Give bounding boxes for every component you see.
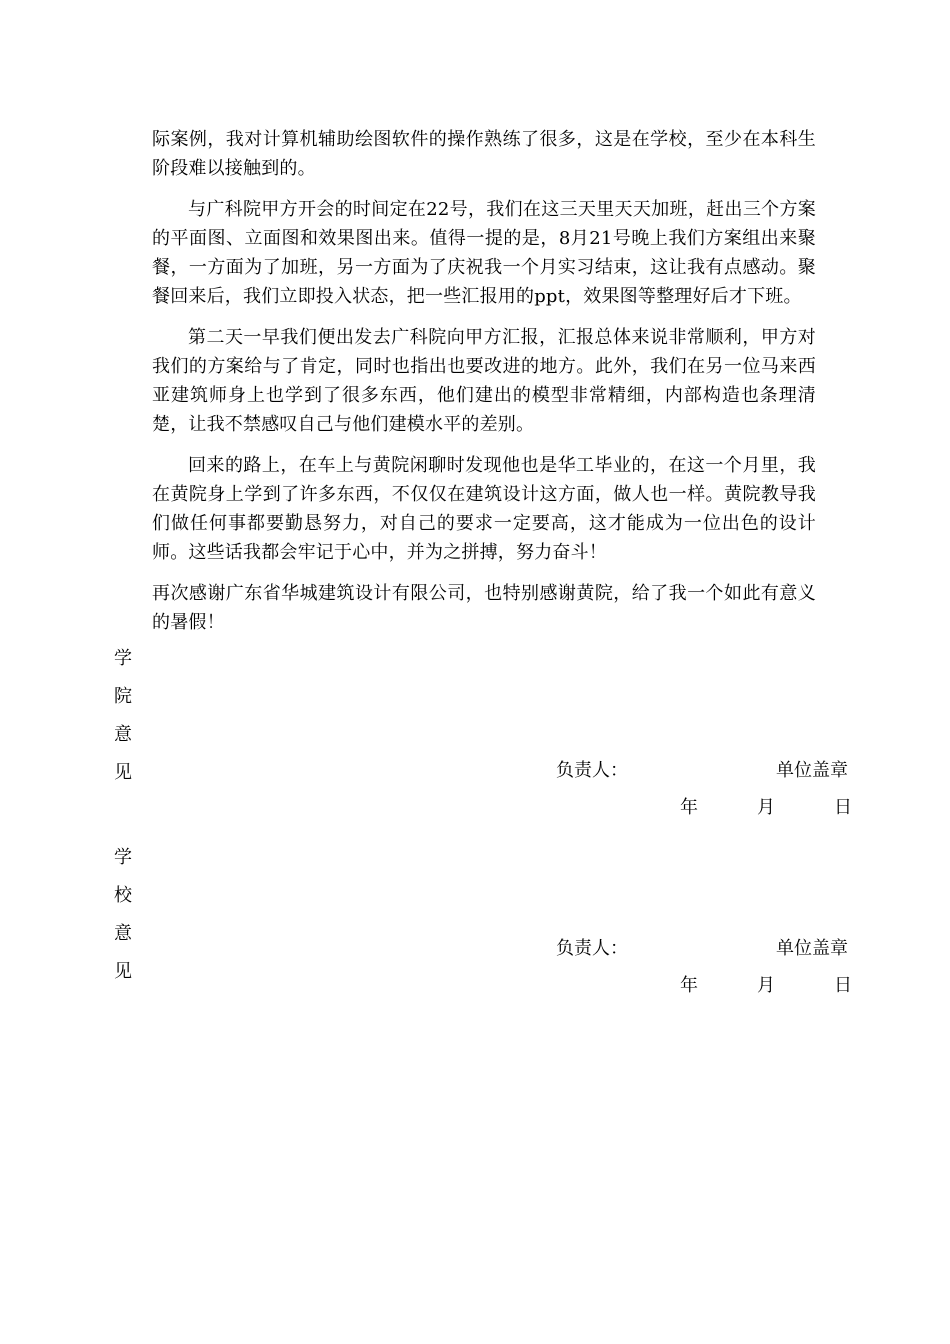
paragraph-2: 与广科院甲方开会的时间定在22号，我们在这三天里天天加班，赶出三个方案的平面图、立面图和效果图出来。值得一提的是，8月21号晚上我们方案组出来聚餐，一方面为了加班，另一方面为了庆祝我一个月实习结束，这让我有点感动。聚餐回来后，我们立即投入状态，把一些汇报用的ppt，效果图等整理好后才下班。 — [152, 199, 816, 307]
college-opinion-label — [112, 640, 134, 792]
college-day-label: 日 — [834, 797, 852, 818]
paragraph-4: 回来的路上，在车上与黄院闲聊时发现他也是华工毕业的，在这一个月里，我在黄院身上学到了许多东西，不仅仅在建筑设计这方面，做人也一样。黄院教导我们做任何事都要勤恳努力，对自己的要求一定要高，这才能成为一位出色的设计师。这些话我都会牢记于心中，并为之拼搏，努力奋斗！ — [152, 455, 816, 563]
paragraph-5: 再次感谢广东省华城建筑设计有限公司，也特别感谢黄院，给了我一个如此有意义的暑假！ — [152, 583, 816, 633]
paragraph-3: 第二天一早我们便出发去广科院向甲方汇报，汇报总体来说非常顺利，甲方对我们的方案给与了肯定，同时也指出也要改进的地方。此外，我们在另一位马来西亚建筑师身上也学到了很多东西，他们建出的模型非常精细，内部构造也条理清楚，让我不禁感叹自己与他们建模水平的差别。 — [152, 327, 816, 435]
college-opinion-char-1: 学 — [114, 648, 132, 669]
school-seal-label: 单位盖章 — [776, 938, 848, 959]
college-opinion-char-2: 院 — [114, 686, 132, 707]
college-month-label: 月 — [757, 797, 775, 818]
college-responsible-label: 负责人： — [556, 760, 628, 781]
college-seal-label: 单位盖章 — [776, 760, 848, 781]
college-opinion-char-4: 见 — [114, 762, 132, 783]
school-year-label: 年 — [680, 975, 698, 996]
school-responsible-label: 负责人： — [556, 938, 628, 959]
school-opinion-label — [112, 839, 134, 991]
report-body — [152, 125, 816, 649]
school-opinion-char-3: 意 — [114, 923, 132, 944]
college-year-label: 年 — [680, 797, 698, 818]
college-opinion-char-3: 意 — [114, 724, 132, 745]
paragraph-1: 际案例，我对计算机辅助绘图软件的操作熟练了很多，这是在学校，至少在本科生阶段难以接触到的。 — [152, 129, 816, 179]
school-opinion-char-2: 校 — [114, 885, 132, 906]
school-opinion-char-1: 学 — [114, 847, 132, 868]
school-month-label: 月 — [757, 975, 775, 996]
school-day-label: 日 — [834, 975, 852, 996]
school-opinion-char-4: 见 — [114, 961, 132, 982]
